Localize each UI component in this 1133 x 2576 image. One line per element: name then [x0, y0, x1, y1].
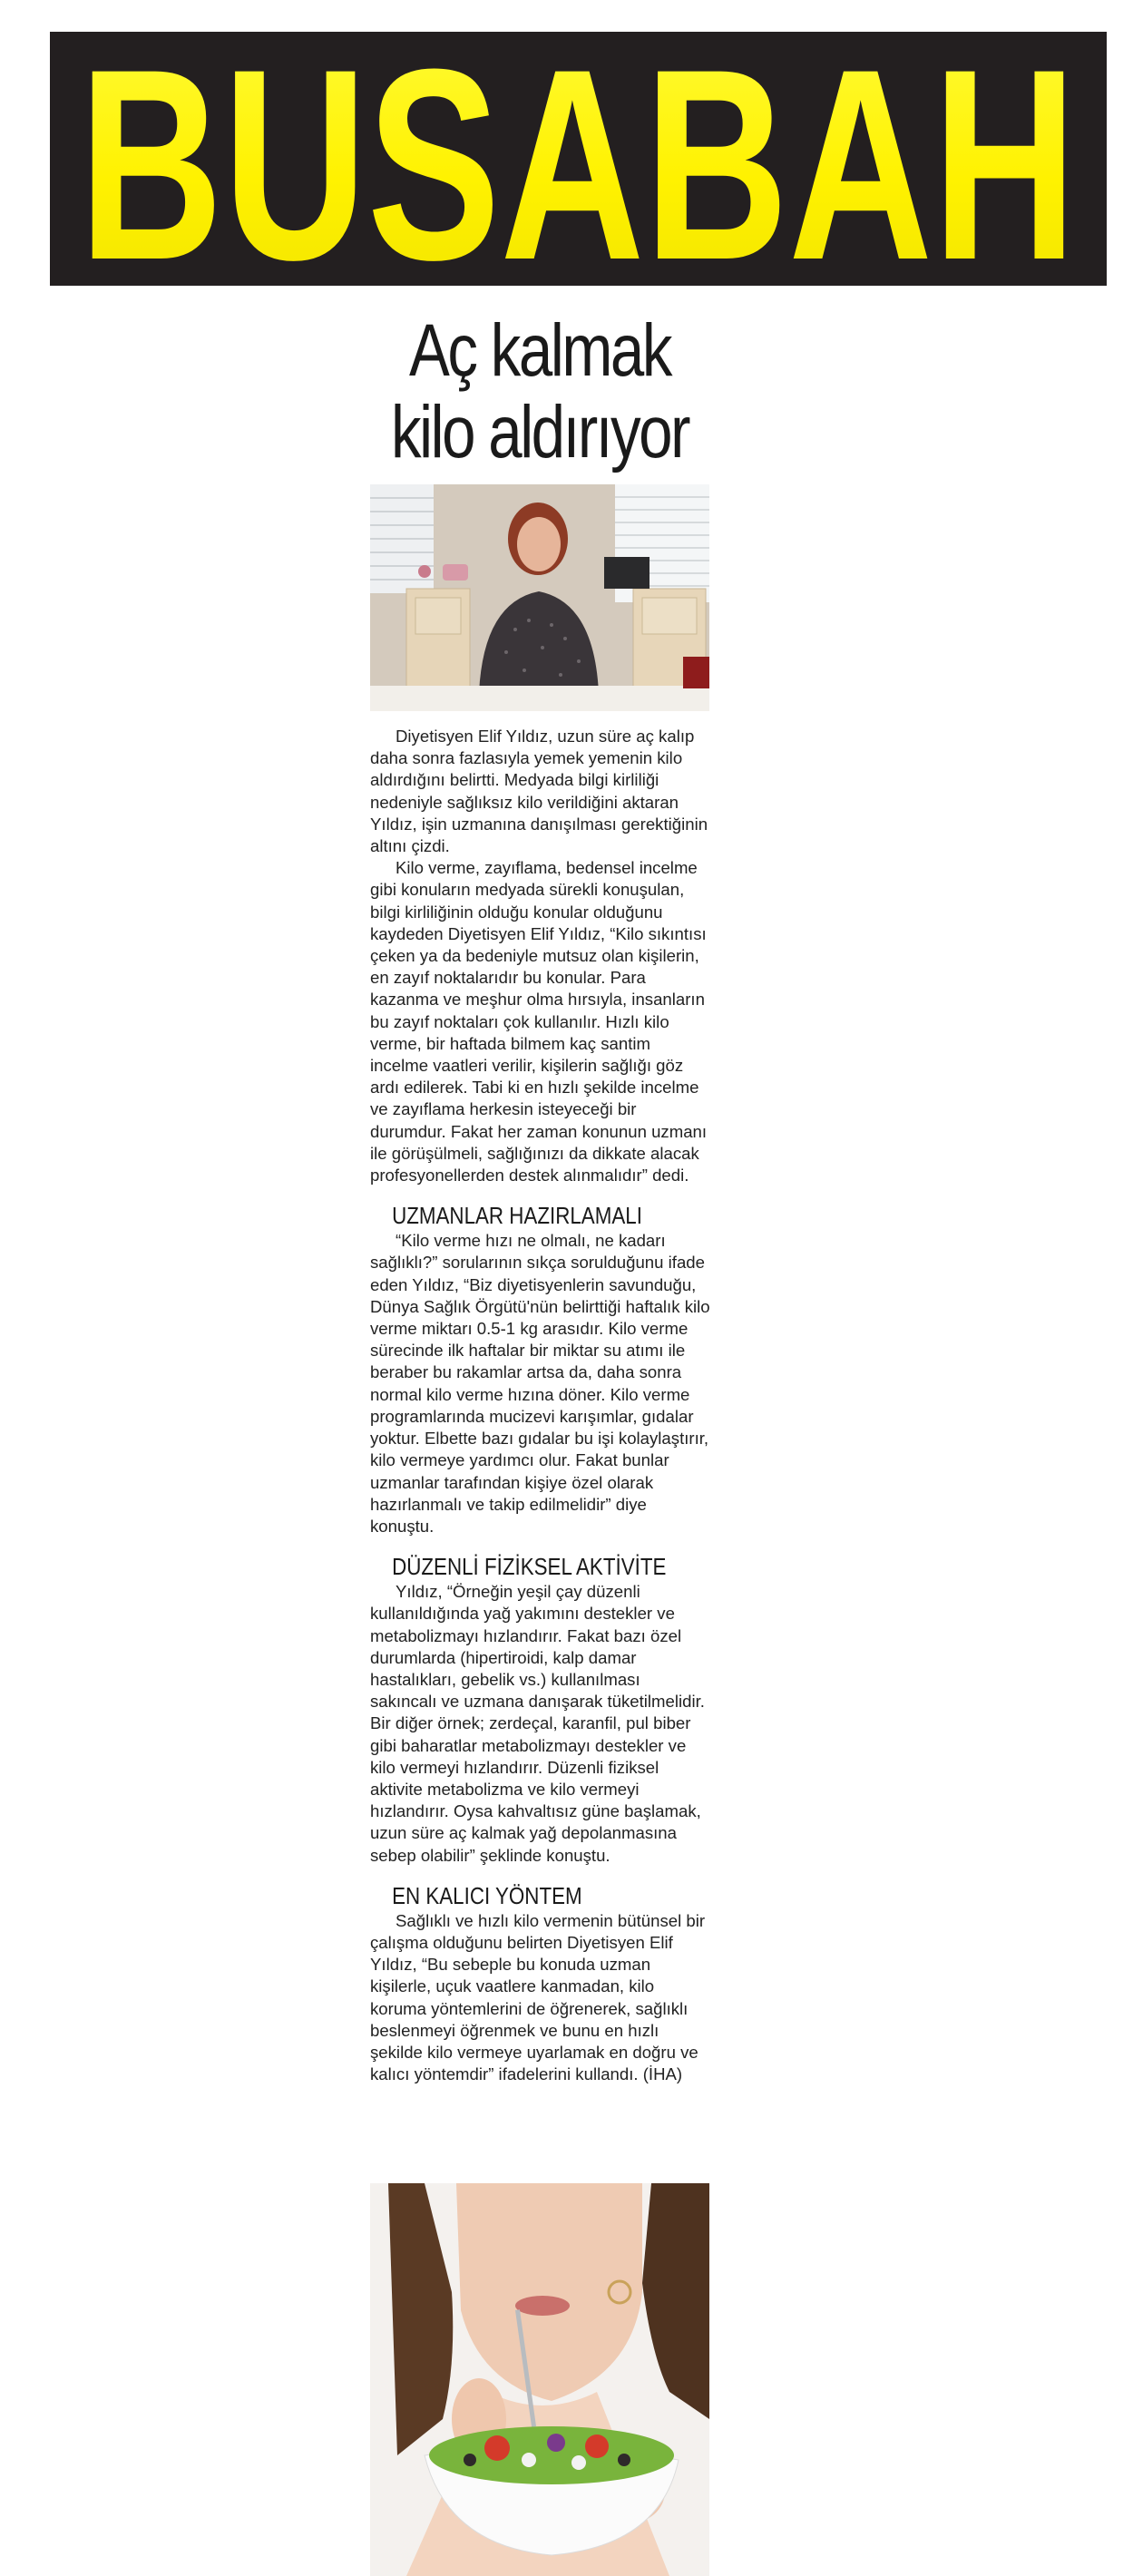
paragraph: Kilo verme, zayıflama, bedensel incelme gibi konuların medyada sürekli konuşulan, bilgi kirliliğinin olduğu konular olduğunu kaydeden Diyetisyen Elif Yıldız, “Kilo sıkıntısı çeken ya da bedeniyle mutsuz olan kişilerin, en zayıf noktalarıdır bu konular. Para kazanma ve meşhur olma hırsıyla, insanların bu zayıf noktaları çok kullanılır. Hızlı kilo verme, bir haftada bilmem kaç santim incelme vaatleri verilir, kişilerin sağlığı göz ardı edilerek. Tabi ki en hızlı şekilde incelme ve zayıflama herkesin isteyeceği bir durumdur. Fakat her zaman konunun uzmanı ile görüşülmeli, sağlığınızı da dikkate alacak profesyonellerden destek alınmalıdır” dedi. [370, 858, 708, 1186]
masthead [50, 32, 1107, 286]
headline [380, 310, 700, 473]
paragraph: Sağlıklı ve hızlı kilo vermenin bütünsel bir çalışma olduğunu belirten Diyetisyen Elif Yıldız, “Bu sebeple bu konuda uzman kişilerle, uçuk vaatlere kanmadan, kilo koruma yöntemlerini de öğrenerek, sağlıklı beslenmeyi öğrenmek ve bunu en hızlı şekilde kilo vermeye uyarlamak en doğru ve kalıcı yöntemdir” ifadelerini kullandı. (İHA) [370, 1910, 706, 2084]
subheading: UZMANLAR HAZIRLAMALI [392, 1202, 642, 1230]
salad-photo [370, 2183, 709, 2576]
paragraph: “Kilo verme hızı ne olmalı, ne kadarı sağlıklı?” sorularının sıkça sorulduğunu ifade eden Yıldız, “Biz diyetisyenlerin savunduğu, Dünya Sağlık Örgütü'nün belirttiği haftalık kilo verme miktarı 0.5-1 kg arasıdır. Kilo verme sürecinde ilk haftalar bir miktar su atımı ile beraber bu rakamlar artsa da, daha sonra normal kilo verme hızına döner. Kilo verme programlarında mucizevi karışımlar, gıdalar yoktur. Elbette bazı gıdalar bu işi kolaylaştırır, kilo vermeye yardımcı olur. Fakat bunlar uzmanlar tarafından kişiye özel olarak hazırlanmalı ve takip edilmelidir” diye konuştu. [370, 1231, 710, 1536]
article-body [370, 726, 711, 2085]
headline-line-1: Aç kalmak [409, 309, 670, 392]
paragraph: Yıldız, “Örneğin yeşil çay düzenli kullanıldığında yağ yakımını destekler ve metabolizmayı hızlandırır. Fakat bazı özel durumlarda (hipertiroidi, kalp damar hastalıkları, gebelik vs.) kullanılması sakıncalı ve uzmana danışarak tüketilmelidir. Bir diğer örnek; zerdeçal, karanfil, pul biber gibi baharatlar metabolizmayı destekler ve kilo vermeyi hızlandırır. Düzenli fiziksel aktivite metabolizma ve kilo vermeyi hızlandırır. Oysa kahvaltısız güne başlamak, uzun süre aç kalmak yağ depolanmasına sebep olabilir” şeklinde konuştu. [370, 1582, 705, 1865]
subheading: DÜZENLİ FİZİKSEL AKTİVİTE [392, 1553, 667, 1581]
logo-text: BUSABAH [79, 32, 1077, 286]
paragraph: Diyetisyen Elif Yıldız, uzun süre aç kalıp daha sonra fazlasıyla yemek yemenin kilo aldırdığını belirtti. Medyada bilgi kirliliği nedeniyle sağlıksız kilo verildiğini aktaran Yıldız, işin uzmanına danışılması gerektiğinin altını çizdi. [370, 727, 708, 856]
headline-line-2: kilo aldırıyor [390, 391, 689, 473]
logo [50, 32, 1107, 286]
subheading: EN KALICI YÖNTEM [392, 1881, 582, 1909]
dietitian-photo [370, 484, 709, 711]
